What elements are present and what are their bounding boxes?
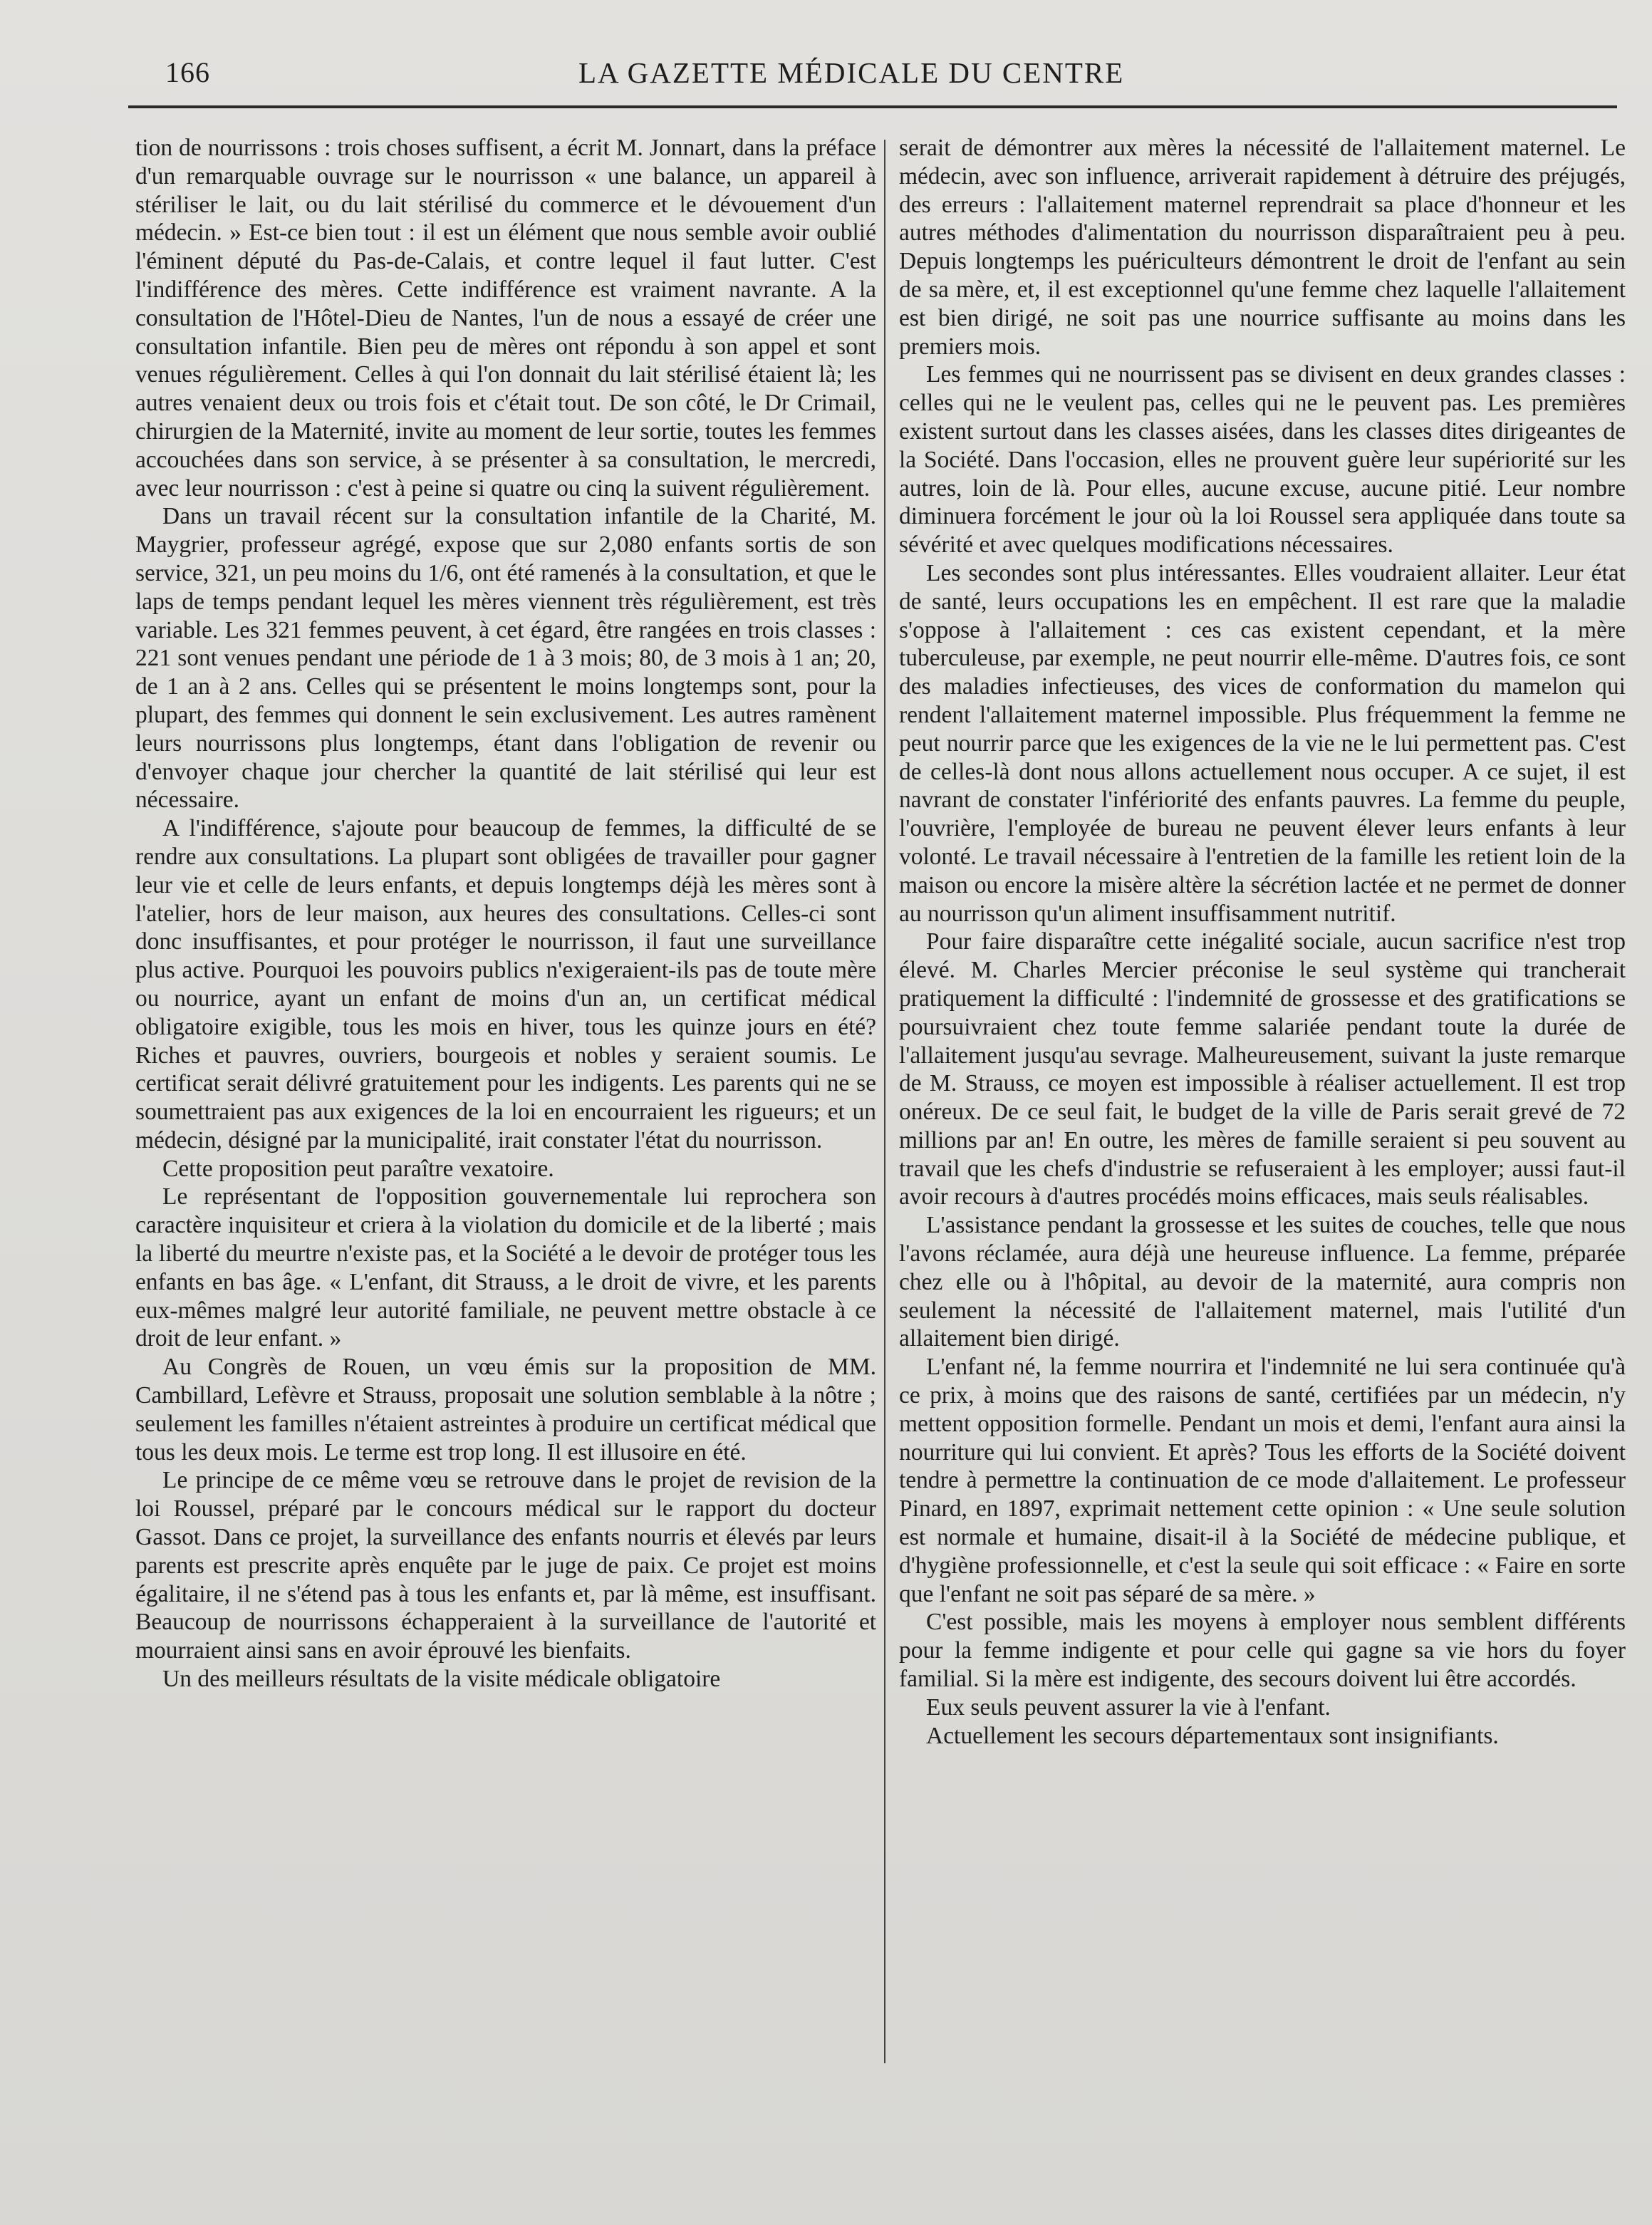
paragraph: Cette proposition peut paraître vexatoire. <box>162 1155 554 1182</box>
paragraph: C'est possible, mais les moyens à employer nous semblent différents pour la femme indigente et pour celle qui gagne sa vie hors du foyer familial. Si la mère est indigente, des secours doivent lui être accordés. <box>899 1609 1626 1693</box>
paragraph: Au Congrès de Rouen, un vœu émis sur la proposition de MM. Cambillard, Lefèvre et Strauss, proposait une solution semblable à la nôtre ; seulement les familles n'étaient astreintes à produire un certificat médical que tous les deux mois. Le terme est trop long. Il est illusoire en été. <box>135 1354 876 1466</box>
page-number: 166 <box>165 56 210 88</box>
paragraph: L'enfant né, la femme nourrira et l'indemnité ne lui sera continuée qu'à ce prix, à moins que des raisons de santé, certifiées par un médecin, n'y mettent opposition formelle. Pendant un mois et demi, l'enfant aura ainsi la nourriture qui lui convient. Et après? Tous les efforts de la Société doivent tendre à permettre la continuation de ce mode d'allaitement. Le professeur Pinard, en 1897, exprimait nettement cette opinion : « Une seule solution est normale et humaine, disait-il à la Société de médecine publique, et d'hygiène professionnelle, et c'est la seule qui soit efficace : « Faire en sorte que l'enfant ne soit pas séparé de sa mère. » <box>899 1354 1626 1607</box>
paragraph: serait de démontrer aux mères la nécessité de l'allaitement maternel. Le médecin, avec son influence, arriverait rapidement à détruire des préjugés, des erreurs : l'allaitement maternel reprendrait sa place d'honneur et les autres méthodes d'alimentation du nourrisson disparaîtraient peu à peu. Depuis longtemps les puériculteurs démontrent le droit de l'enfant au sein de sa mère, et, il est exceptionnel qu'une femme chez laquelle l'allaitement est bien dirigé, ne soit pas une nourrice suffisante au moins dans les premiers mois. <box>899 135 1626 360</box>
paragraph: Les femmes qui ne nourrissent pas se divisent en deux grandes classes : celles qui ne le veulent pas, celles qui ne le peuvent pas. Les premières existent surtout dans les classes aisées, dans les classes dites dirigeantes de la Société. Dans l'occasion, elles ne prouvent guère leur supériorité sur les autres, loin de là. Pour elles, aucune excuse, aucune pitié. Leur nombre diminuera forcément le jour où la loi Roussel sera appliquée dans toute sa sévérité et avec quelques modifications nécessaires. <box>899 361 1626 559</box>
paragraph: Le principe de ce même vœu se retrouve dans le projet de revision de la loi Roussel, préparé par le concours médical sur le rapport du docteur Gassot. Dans ce projet, la surveillance des enfants nourris et élevés par leurs parents est prescrite après enquête par le juge de paix. Ce projet est moins égalitaire, il ne s'étend pas à tous les enfants et, par là même, est insuffisant. Beaucoup de nourrissons échapperaient à la surveillance de l'autorité et mourraient ainsi sans en avoir éprouvé les bienfaits. <box>135 1467 876 1664</box>
right-column <box>899 134 1626 1750</box>
paragraph: L'assistance pendant la grossesse et les suites de couches, telle que nous l'avons réclamée, aura déjà une heureuse influence. La femme, préparée chez elle ou à l'hôpital, au devoir de la maternité, aura compris non seulement la nécessité de l'allaitement maternel, mais l'utilité d'un allaitement bien dirigé. <box>899 1212 1626 1352</box>
column-divider <box>884 140 885 2063</box>
paragraph: Dans un travail récent sur la consultation infantile de la Charité, M. Maygrier, professeur agrégé, expose que sur 2,080 enfants sortis de son service, 321, un peu moins du 1/6, ont été ramenés à la consultation, et que le laps de temps pendant lequel les mères viennent très régulièrement, est très variable. Les 321 femmes peuvent, à cet égard, être rangées en trois classes : 221 sont venues pendant une période de 1 à 3 mois; 80, de 3 mois à 1 an; 20, de 1 an à 2 ans. Celles qui se présentent le moins longtemps sont, pour la plupart, des femmes qui donnent le sein exclusivement. Les autres ramènent leurs nourrissons plus longtemps, étant dans l'obligation de revenir ou d'envoyer chaque jour chercher la quantité de lait stérilisé qui leur est nécessaire. <box>135 503 876 814</box>
left-column <box>135 134 876 1694</box>
paragraph: Eux seuls peuvent assurer la vie à l'enfant. <box>926 1694 1331 1721</box>
running-title: LA GAZETTE MÉDICALE DU CENTRE <box>578 56 1125 89</box>
paragraph: Un des meilleurs résultats de la visite médicale obligatoire <box>162 1666 721 1693</box>
paragraph: Pour faire disparaître cette inégalité sociale, aucun sacrifice n'est trop élevé. M. Charles Mercier préconise le seul système qui trancherait pratiquement la difficulté : l'indemnité de grossesse et des gratifications se poursuivraient chez toute femme salariée pendant toute la durée de l'allaitement jusqu'au sevrage. Malheureusement, suivant la juste remarque de M. Strauss, ce moyen est impossible à réaliser actuellement. Il est trop onéreux. De ce seul fait, le budget de la ville de Paris serait grevé de 72 millions par an! En outre, les mères de famille seraient si peu souvent au travail que les chefs d'industrie se refuseraient à les employer; aussi faut-il avoir recours à d'autres procédés moins efficaces, mais seuls réalisables. <box>899 928 1626 1210</box>
paragraph: A l'indifférence, s'ajoute pour beaucoup de femmes, la difficulté de se rendre aux consultations. La plupart sont obligées de travailler pour gagner leur vie et celle de leurs enfants, et depuis longtemps déjà les mères sont à l'atelier, hors de leur maison, aux heures des consultations. Celles-ci sont donc insuffisantes, et pour protéger le nourrisson, il faut une surveillance plus active. Pourquoi les pouvoirs publics n'exigeraient-ils pas de toute mère ou nourrice, ayant un enfant de moins d'un an, un certificat médical obligatoire exigible, tous les mois en hiver, tous les quinze jours en été? Riches et pauvres, ouvriers, bourgeois et nobles y seraient soumis. Le certificat serait délivré gratuitement pour les indigents. Les parents qui ne se soumettraient pas aux exigences de la loi en encourraient les rigueurs; et un médecin, désigné par la municipalité, irait constater l'état du nourrisson. <box>135 815 876 1153</box>
page-header <box>165 56 1619 98</box>
paragraph: tion de nourrissons : trois choses suffisent, a écrit M. Jonnart, dans la préface d'un remarquable ouvrage sur le nourrisson « une balance, un appareil à stériliser le lait, ou du lait stérilisé du commerce et le dévouement d'un médecin. » Est-ce bien tout : il est un élément que nous semble avoir oublié l'éminent député du Pas-de-Calais, et contre lequel il faut lutter. C'est l'indifférence des mères. Cette indifférence est vraiment navrante. A la consultation de l'Hôtel-Dieu de Nantes, l'un de nous a essayé de créer une consultation infantile. Bien peu de mères ont répondu à son appel et sont venues régulièrement. Celles à qui l'on donnait du lait stérilisé étaient là; les autres venaient deux ou trois fois et c'était tout. De son côté, le Dr Crimail, chirurgien de la Maternité, invite au moment de leur sortie, toutes les femmes accouchées dans son service, à se présenter à sa consultation, le mercredi, avec leur nourrisson : c'est à peine si quatre ou cinq la suivent régulièrement. <box>135 135 876 502</box>
paragraph: Actuellement les secours départementaux sont insignifiants. <box>926 1722 1499 1749</box>
paragraph: Le représentant de l'opposition gouvernementale lui reprochera son caractère inquisiteur et criera à la violation du domicile et de la liberté ; mais la liberté du meurtre n'existe pas, et la Société a le devoir de protéger tous les enfants en bas âge. « L'enfant, dit Strauss, a le droit de vivre, et les parents eux-mêmes malgré leur autorité familiale, ne peuvent mettre obstacle à ce droit de leur enfant. » <box>135 1183 876 1352</box>
paragraph: Les secondes sont plus intéressantes. Elles voudraient allaiter. Leur état de santé, leurs occupations les en empêchent. Il est rare que la maladie s'oppose à l'allaitement : ces cas existent cependant, et la mère tuberculeuse, par exemple, ne peut nourrir elle-même. D'autres fois, ce sont des maladies infectieuses, des vices de conformation du mamelon qui rendent l'allaitement maternel impossible. Plus fréquemment la femme ne peut nourrir parce que les exigences de la vie ne le lui permettent pas. C'est de celles-là dont nous allons actuellement nous occuper. A ce sujet, il est navrant de constater l'infériorité des enfants pauvres. La femme du peuple, l'ouvrière, l'employée de bureau ne peuvent élever leurs enfants à leur volonté. Le travail nécessaire à l'entretien de la famille les retient loin de la maison ou encore la misère altère la sécrétion lactée et ne permet de donner au nourrisson qu'un aliment insuffisamment nutritif. <box>899 559 1626 927</box>
header-rule <box>128 105 1617 108</box>
